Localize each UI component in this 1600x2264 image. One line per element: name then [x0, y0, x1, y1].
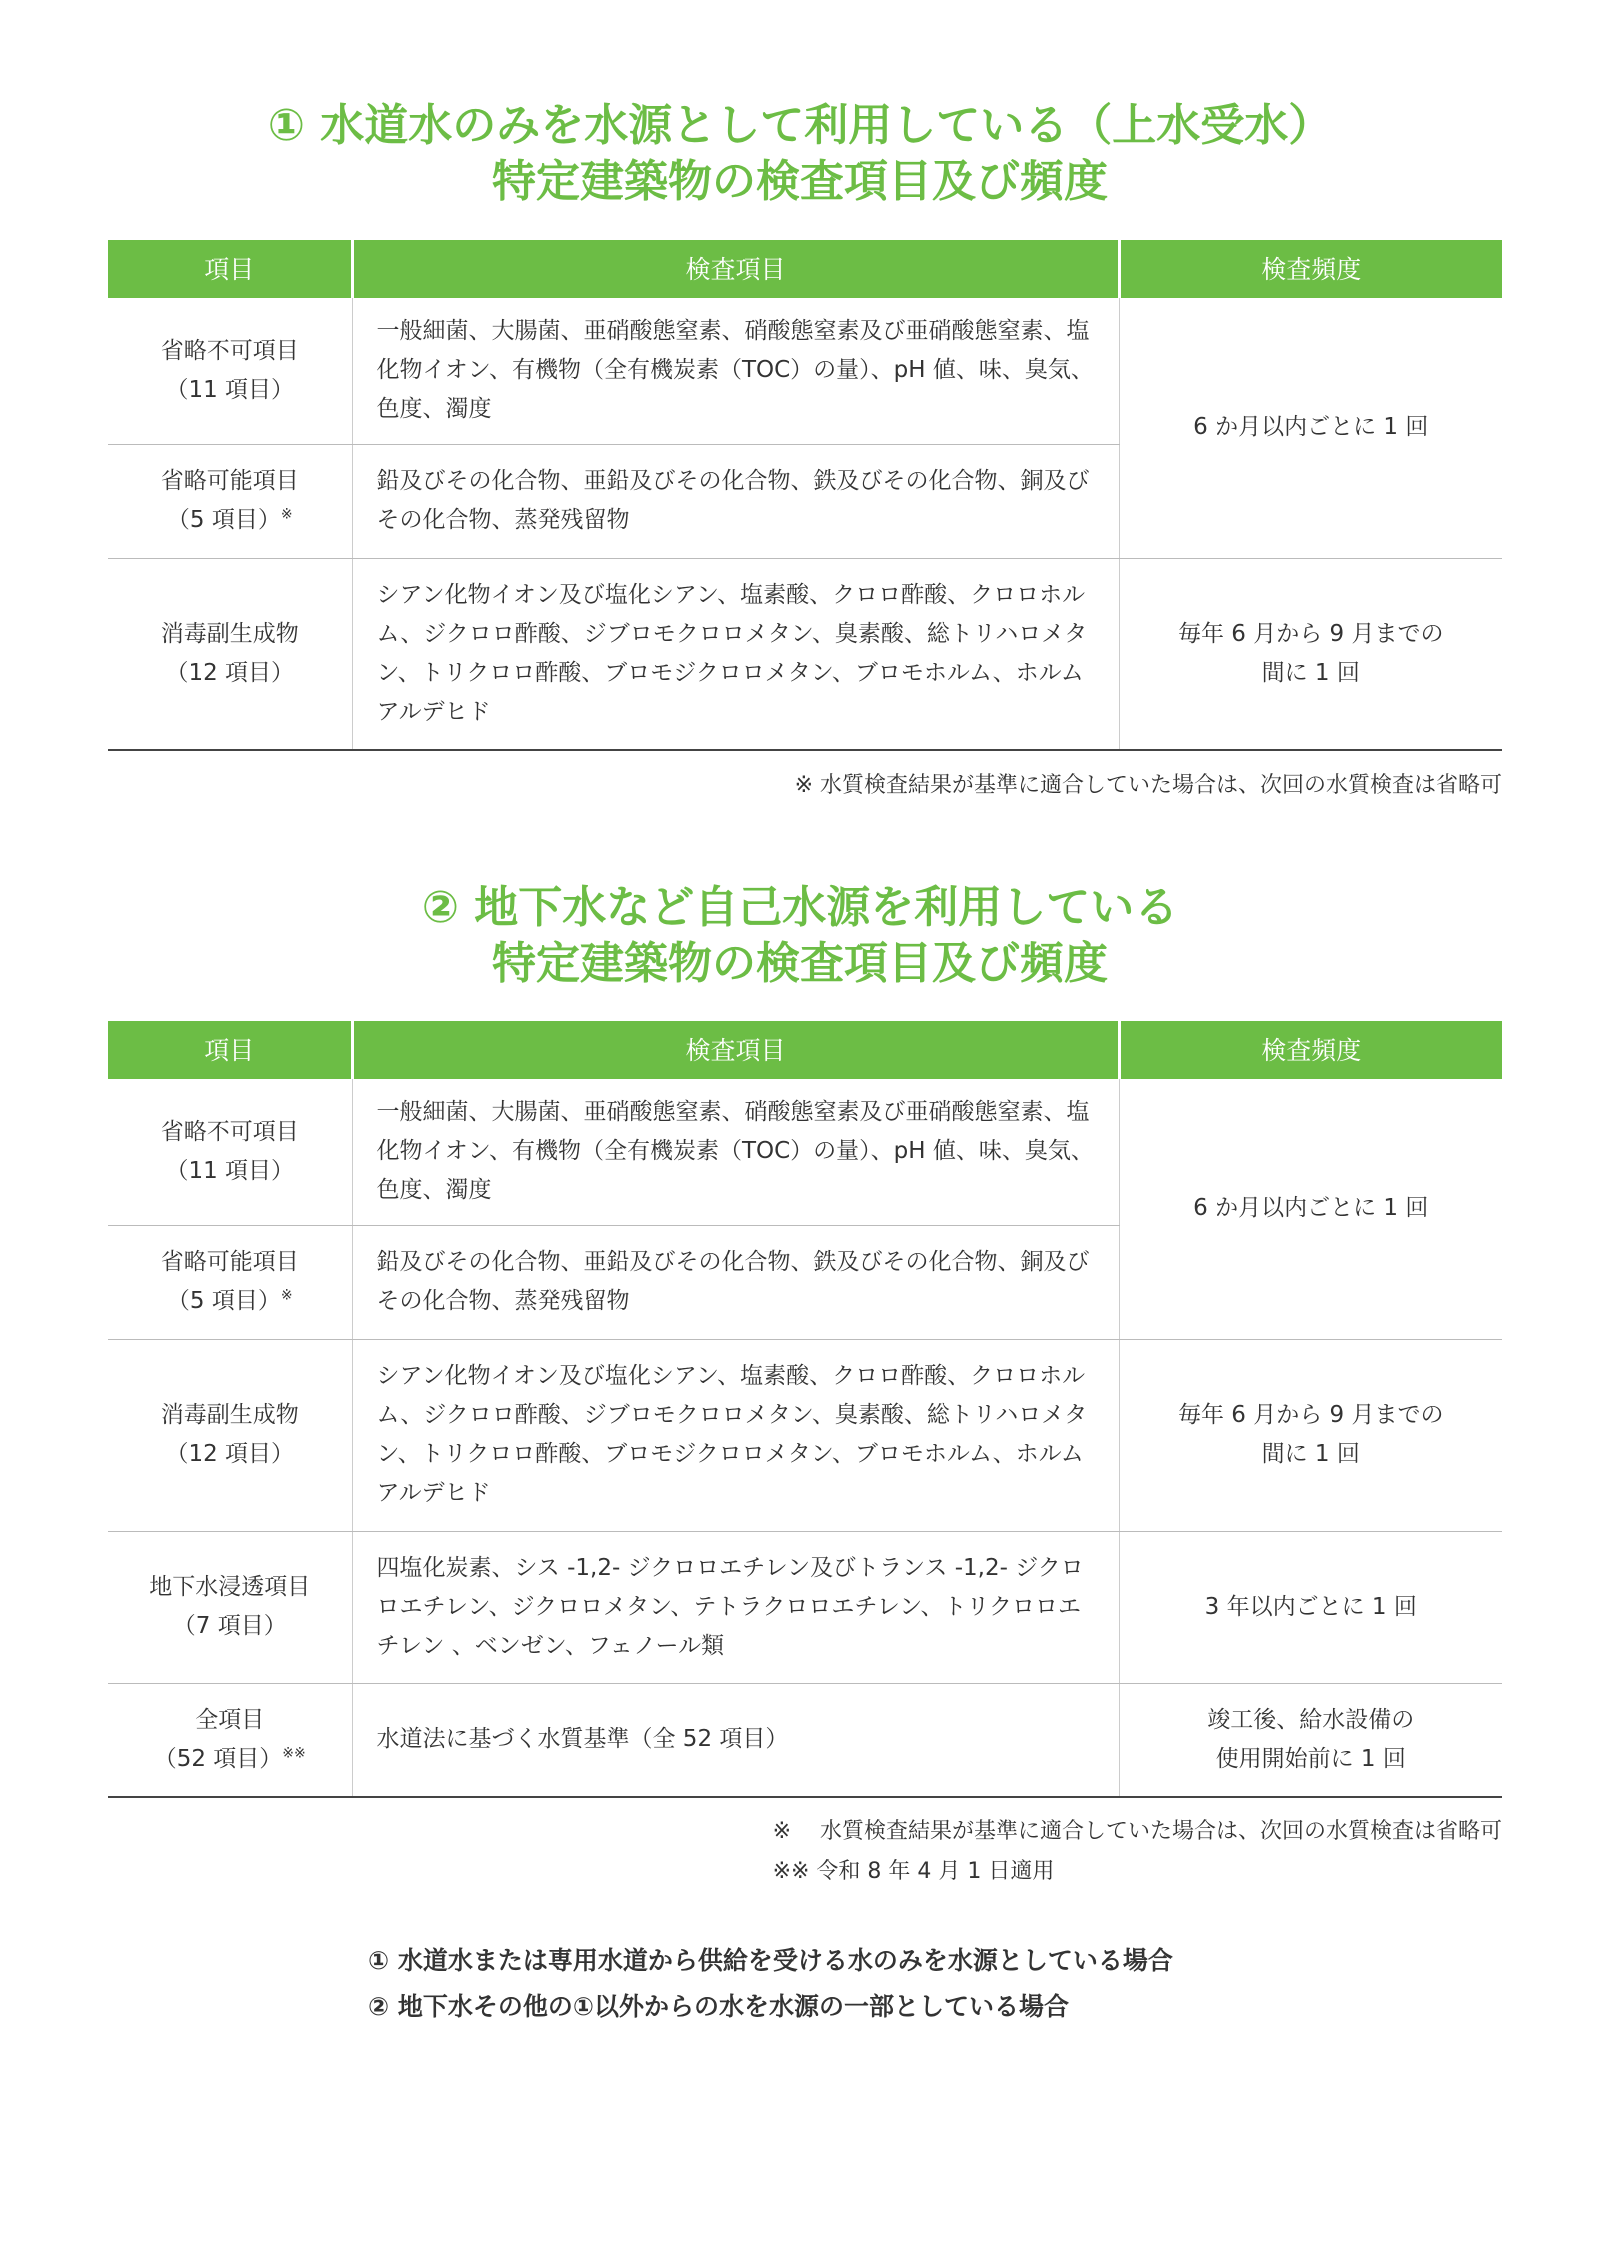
summary-line-2: ② 地下水その他の①以外からの水を水源の一部としている場合: [368, 1992, 1070, 2021]
items-cell: 鉛及びその化合物、亜鉛及びその化合物、鉄及びその化合物、銅及びその化合物、蒸発残留物: [352, 444, 1119, 558]
category-count: （5 項目）: [166, 1288, 281, 1314]
category-cell: [108, 1079, 352, 1225]
header-frequency: 検査頻度: [1119, 240, 1502, 298]
frequency-cell: [1119, 1339, 1502, 1531]
header-frequency: 検査頻度: [1119, 1021, 1502, 1079]
table-row: [108, 1531, 1502, 1683]
section1-table: [108, 240, 1502, 751]
category-cell: [108, 1225, 352, 1339]
items-cell: 一般細菌、大腸菌、亜硝酸態窒素、硝酸態窒素及び亜硝酸態窒素、塩化物イオン、有機物（全有機炭素（TOC）の量）、pH 値、味、臭気、色度、濁度: [352, 298, 1119, 444]
category-count: （12 項目）: [165, 659, 295, 686]
table-row: [108, 1079, 1502, 1225]
summary-legend: [368, 1938, 1173, 2030]
footnote-mark: ※※: [282, 1745, 306, 1762]
category-name: 全項目: [195, 1706, 265, 1733]
category-count: （11 項目）: [165, 1157, 295, 1184]
category-count: （12 項目）: [165, 1441, 295, 1467]
items-cell: 鉛及びその化合物、亜鉛及びその化合物、鉄及びその化合物、銅及びその化合物、蒸発残留物: [352, 1225, 1119, 1339]
header-items: 検査項目: [352, 240, 1119, 298]
frequency-cell: [1119, 558, 1502, 750]
frequency-cell: [1119, 1683, 1502, 1797]
header-items: 検査項目: [352, 1021, 1119, 1079]
category-name: 省略不可項目: [160, 1118, 299, 1145]
frequency-line: 間に 1 回: [1261, 659, 1360, 686]
section2-footnote-2: ※※ 令和 8 年 4 月 1 日適用: [772, 1859, 1055, 1884]
category-count: （11 項目）: [165, 376, 295, 403]
category-name: 省略可能項目: [160, 468, 299, 494]
table-row: [108, 1339, 1502, 1531]
category-cell: [108, 444, 352, 558]
frequency-line: 毎年 6 月から 9 月までの: [1177, 1402, 1444, 1428]
category-name: 省略不可項目: [160, 337, 299, 364]
category-cell: [108, 298, 352, 444]
section1-title-line1: ① 水道水のみを水源として利用している（上水受水）: [267, 100, 1333, 151]
footnote-mark: ※: [280, 1287, 293, 1304]
section1-title-line2: 特定建築物の検査項目及び頻度: [492, 156, 1108, 207]
section2-title-line2: 特定建築物の検査項目及び頻度: [492, 938, 1108, 989]
category-cell: [108, 558, 352, 750]
table-row: [108, 298, 1502, 444]
header-category: 項目: [108, 1021, 352, 1079]
section1-footnote: ※ 水質検査結果が基準に適合していた場合は、次回の水質検査は省略可: [794, 773, 1502, 798]
section2-footnote-1: ※ 水質検査結果が基準に適合していた場合は、次回の水質検査は省略可: [772, 1819, 1502, 1844]
category-cell: [108, 1339, 352, 1531]
category-name: 地下水浸透項目: [149, 1574, 311, 1600]
summary-line-1: ① 水道水または専用水道から供給を受ける水のみを水源としている場合: [368, 1946, 1173, 1975]
header-category: 項目: [108, 240, 352, 298]
category-name: 省略可能項目: [160, 1249, 299, 1275]
section2-table: [108, 1021, 1502, 1798]
items-cell: 一般細菌、大腸菌、亜硝酸態窒素、硝酸態窒素及び亜硝酸態窒素、塩化物イオン、有機物（全有機炭素（TOC）の量）、pH 値、味、臭気、色度、濁度: [352, 1079, 1119, 1225]
category-cell: [108, 1531, 352, 1683]
category-count: （5 項目）: [166, 507, 281, 533]
table-row: [108, 558, 1502, 750]
table-header-row: [108, 1021, 1502, 1079]
frequency-cell: 6 か月以内ごとに 1 回: [1119, 1079, 1502, 1339]
frequency-line: 使用開始前に 1 回: [1215, 1745, 1406, 1772]
frequency-line: 毎年 6 月から 9 月までの: [1177, 620, 1444, 647]
section1-title: [0, 98, 1600, 210]
items-cell: 四塩化炭素、シス -1,2- ジクロロエチレン及びトランス -1,2- ジクロロエチレン、ジクロロメタン、テトラクロロエチレン、トリクロロエチレン 、ベンゼン、フェノール類: [352, 1531, 1119, 1683]
category-name: 消毒副生成物: [160, 620, 299, 647]
frequency-cell: 6 か月以内ごとに 1 回: [1119, 298, 1502, 558]
footnote-mark: ※: [280, 506, 293, 523]
category-name: 消毒副生成物: [160, 1402, 299, 1428]
items-cell: 水道法に基づく水質基準（全 52 項目）: [352, 1683, 1119, 1797]
section2-title: [0, 880, 1600, 992]
frequency-line: 竣工後、給水設備の: [1207, 1706, 1415, 1733]
section2-footnotes: [773, 1812, 1502, 1892]
category-cell: [108, 1683, 352, 1797]
category-count: （7 項目）: [172, 1613, 287, 1639]
items-cell: シアン化物イオン及び塩化シアン、塩素酸、クロロ酢酸、クロロホルム、ジクロロ酢酸、ジブロモクロロメタン、臭素酸、総トリハロメタン、トリクロロ酢酸、ブロモジクロロメタン、ブロモホルム、ホルムアルデヒド: [352, 1339, 1119, 1531]
table-row: [108, 1683, 1502, 1797]
category-count: （52 項目）: [153, 1745, 283, 1772]
frequency-cell: 3 年以内ごとに 1 回: [1119, 1531, 1502, 1683]
items-cell: シアン化物イオン及び塩化シアン、塩素酸、クロロ酢酸、クロロホルム、ジクロロ酢酸、ジブロモクロロメタン、臭素酸、総トリハロメタン、トリクロロ酢酸、ブロモジクロロメタン、ブロモホルム、ホルムアルデヒド: [352, 558, 1119, 750]
table-header-row: [108, 240, 1502, 298]
section2-title-line1: ② 地下水など自己水源を利用している: [421, 882, 1179, 933]
frequency-line: 間に 1 回: [1261, 1441, 1360, 1467]
